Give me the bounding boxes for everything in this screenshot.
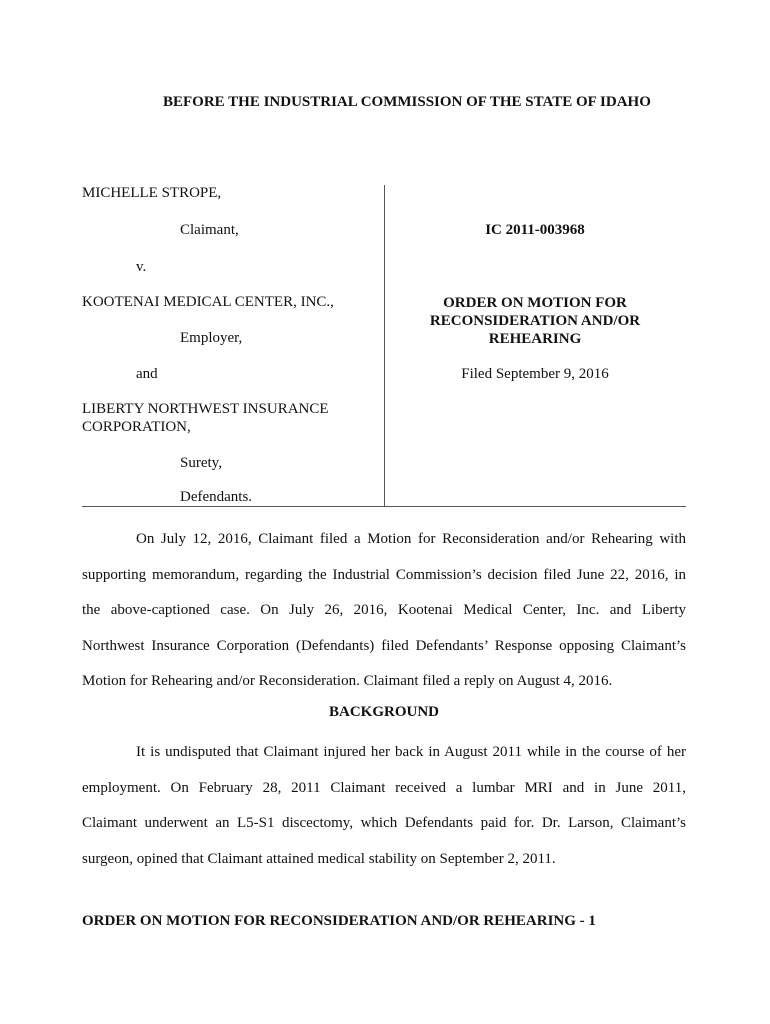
and-label: and — [136, 366, 158, 382]
defendants-label: Defendants. — [180, 489, 253, 505]
paragraph-line: employment. On February 28, 2011 Claimant received a lumbar MRI and in June 2011, — [82, 779, 686, 796]
paragraph-line: the above-captioned case. On July 26, 2016, Kootenai Medical Center, Inc. and Liberty — [82, 602, 686, 618]
section-heading-background: BACKGROUND — [328, 704, 439, 720]
caption-horizontal-divider — [82, 506, 686, 507]
paragraph-line: Northwest Insurance Corporation (Defendants) filed Defendants’ Response opposing Claimant’s — [82, 637, 686, 654]
employer-role: Employer, — [180, 330, 243, 346]
surety-name-line2: CORPORATION, — [82, 419, 191, 435]
paragraph-line: Motion for Rehearing and/or Reconsideration. Claimant filed a reply on August 4, 2016. — [82, 673, 613, 689]
page-footer-label: ORDER ON MOTION FOR RECONSIDERATION AND/OR REHEARING - 1 — [82, 913, 596, 929]
case-number: IC 2011-003968 — [485, 222, 585, 238]
order-title-line2: RECONSIDERATION AND/OR — [429, 313, 641, 329]
paragraph-line: surgeon, opined that Claimant attained medical stability on September 2, 2011. — [82, 850, 556, 867]
court-title: BEFORE THE INDUSTRIAL COMMISSION OF THE STATE OF IDAHO — [163, 94, 651, 110]
paragraph-line: supporting memorandum, regarding the Industrial Commission’s decision filed June 22, 2016, in — [82, 566, 686, 583]
paragraph-procedural-history — [82, 522, 686, 700]
order-title-line3: REHEARING — [488, 331, 582, 347]
order-title-line1: ORDER ON MOTION FOR — [443, 295, 627, 311]
paragraph-line: Claimant underwent an L5-S1 discectomy, which Defendants paid for. Dr. Larson, Claimant’s — [82, 815, 686, 831]
order-title — [385, 294, 685, 348]
paragraph-background — [82, 735, 686, 877]
paragraph-line: It is undisputed that Claimant injured her back in August 2011 while in the course of her — [136, 744, 686, 760]
versus: v. — [136, 259, 147, 275]
paragraph-line: On July 12, 2016, Claimant filed a Motion for Reconsideration and/or Rehearing with — [136, 531, 686, 547]
claimant-name: MICHELLE STROPE, — [82, 185, 222, 201]
employer-name: KOOTENAI MEDICAL CENTER, INC., — [82, 294, 334, 310]
surety-role: Surety, — [180, 455, 222, 471]
claimant-role: Claimant, — [180, 222, 239, 238]
surety-name-line1: LIBERTY NORTHWEST INSURANCE — [82, 401, 329, 417]
filed-date: Filed September 9, 2016 — [461, 366, 609, 382]
